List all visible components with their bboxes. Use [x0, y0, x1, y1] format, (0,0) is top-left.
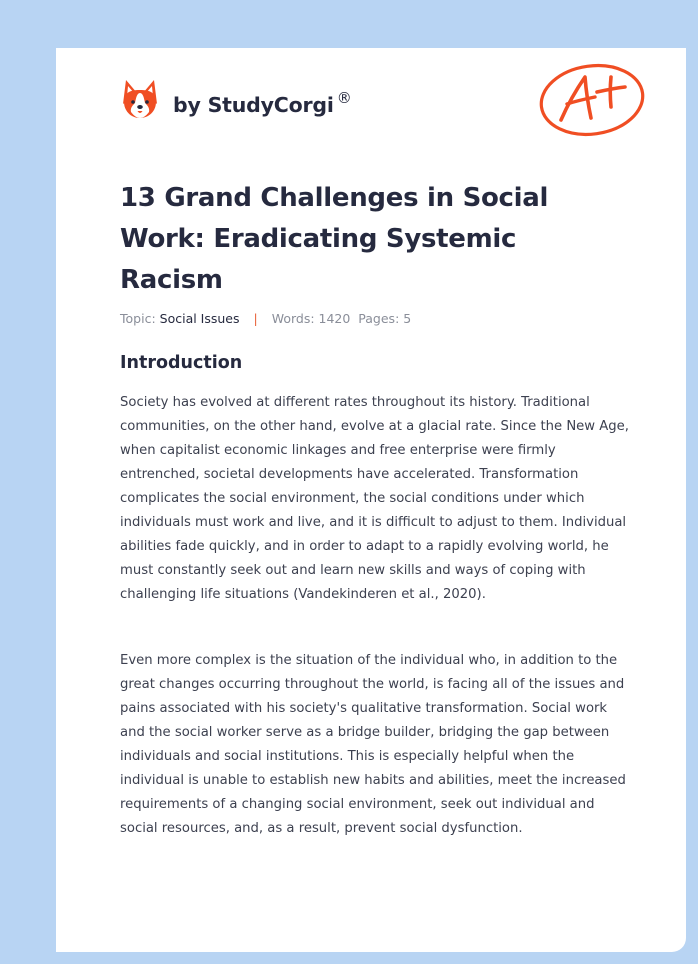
meta-separator: |: [253, 311, 258, 326]
corgi-logo-icon: [120, 78, 160, 122]
paragraph: Society has evolved at different rates throughout its history. Traditional communities, on the other hand, evolve at a glacial rate. Since the New Age, when capitalist economic linkages and free enterprise were firmly entrenched, societal developments have accelerated. Transformation complicates the social environment, the social conditions under which individuals must work and live, and it is difficult to adjust to them. Individual abilities fade quickly, and in order to adapt to a rapidly evolving world, he must constantly seek out and learn new skills and ways of coping with challenging life situations (Vandekinderen et al., 2020).: [120, 395, 629, 602]
registered-mark: ®: [336, 89, 352, 107]
document-page: [56, 48, 686, 952]
word-count: Words: 1420: [271, 311, 351, 326]
document-title: 13 Grand Challenges in Social Work: Eradicating Systemic Racism: [120, 183, 549, 295]
page-count: Pages: 5: [358, 311, 412, 326]
paragraph: Even more complex is the situation of the individual who, in addition to the great changes occurring throughout the world, is facing all of the issues and pains associated with his society's qualitative transformation. Social work and the social worker serve as a bridge builder, bridging the gap between individuals and social institutions. This is especially helpful when the individual is unable to establish new habits and abilities, meet the increased requirements of a changing social environment, seek out individual and social resources, and, as a result, prevent social dysfunction.: [120, 653, 626, 836]
a-plus-grade-icon: [538, 60, 648, 140]
section-heading: Introduction: [120, 353, 243, 373]
document-meta: [120, 311, 411, 326]
topic-label: Topic:: [120, 311, 156, 326]
brand-name: by StudyCorgi: [173, 93, 334, 117]
topic-link[interactable]: Social Issues: [159, 311, 240, 326]
brand[interactable]: [120, 76, 352, 124]
